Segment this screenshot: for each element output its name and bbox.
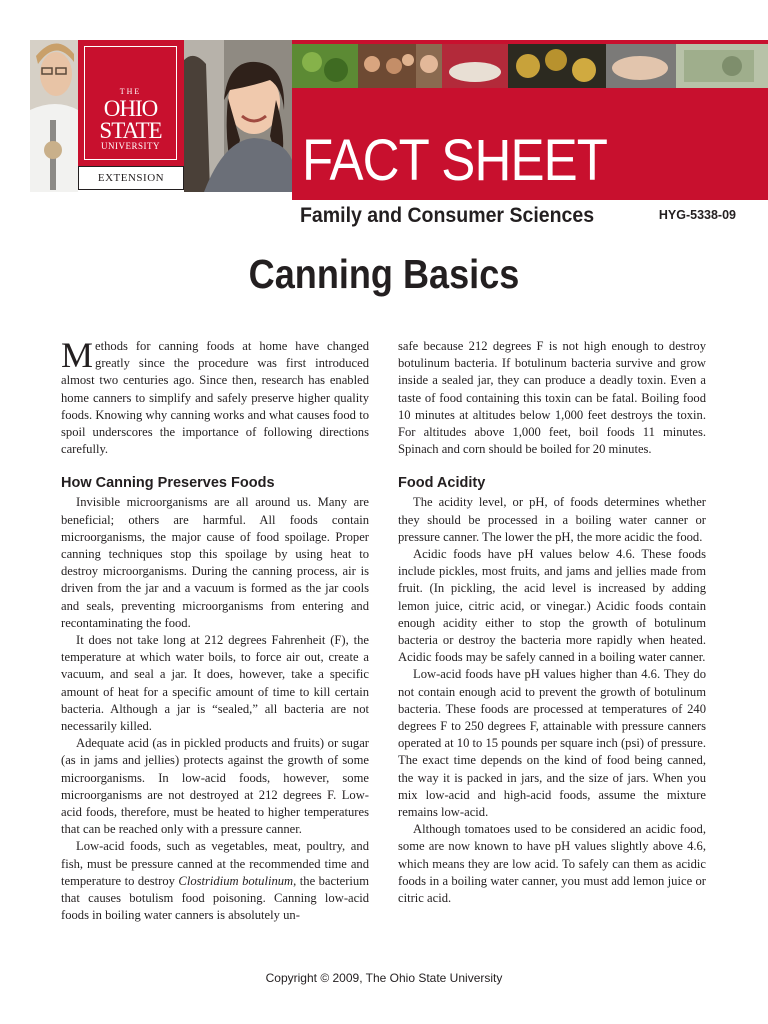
paragraph: Adequate acid (as in pickled products and fruits) or sugar (as in jams and jellies) protects against the growth of some microorganisms. In low-acid foods, however, some microorganisms are not destroyed at 212 degrees F. Low-acid foods, therefore, must be heated to higher temperatures that can be reached only with a pressure canner. [61,736,369,837]
logo-university: UNIVERSITY [101,141,160,151]
italic-term: Clostridium botulinum [178,873,294,888]
paragraph: The acidity level, or pH, of foods determines whether they should be processed in a boiling water canner or pressure canner. The lower the pH, the more acidic the food. [398,495,706,544]
paragraph: safe because 212 degrees F is not high enough to destroy botulinum bacteria. If botulinum bacteria survive and grow inside a sealed jar, they can produce a deadly toxin. Even a taste of food containing this toxin can be fatal. Boiling food 10 minutes at altitudes below 1,000 feet destroys the toxin. For altitudes above 1,000 feet, boil foods 11 minutes. Spinach and corn should be boiled for 20 minutes. [398,339,706,457]
section-heading-food-acidity: Food Acidity [398,475,486,492]
right-column [398,338,706,907]
page-title: Canning Basics [248,251,520,297]
paragraph: Low-acid foods have pH values higher than 4.6. They do not contain enough acid to prevent the growth of botulinum bacteria. These foods are processed at temperatures of 240 degrees F to 250 degrees F, attainable with pressure canners operated at 10 to 15 pounds per square inch (psi) of pressure. The exact time depends on the kind of food being canned, the way it is packed in jars, and the size of jars. When you mix low-acid and high-acid foods, assume the mixture remains low-acid. [398,667,706,820]
logo-ohio: OHIO [103,96,158,121]
woman-photo [184,40,292,192]
intro-paragraph [61,335,369,458]
text-run: , the bacterium that causes botulism food poisoning. Canning low-acid foods in boiling water canners is absolutely un- [61,873,369,923]
paragraph [61,838,369,924]
logo-frame [84,46,177,160]
fact-sheet-heading: FACT SHEET [302,128,608,193]
section-heading-how-canning: How Canning Preserves Foods [61,475,275,492]
logo-extension: EXTENSION [78,166,184,190]
document-code: HYG-5338-09 [658,208,736,222]
intro-text: ethods for canning foods at home have changed greatly since the procedure was first introduced almost two centuries ago. Since then, research has enabled home canners to simplify and safely preserve higher quality foods. Knowing why canning works and what causes food to spoil underscores the importance of following directions carefully. [61,339,369,457]
paragraph: Although tomatoes used to be considered an acidic food, some are now known to have pH values slightly above 4.6, which means they are low acid. To safely can them as acidic foods in a boiling water canner, you must add lemon juice or citric acid. [398,822,706,906]
logo-the: THE [119,87,142,96]
text-run: Low-acid foods, such as vegetables, meat, poultry, and fish, must be pressure canned at the recommended time and temperature to destroy [61,839,369,888]
photo-strip [292,44,768,88]
logo-state: STATE [99,118,162,143]
paragraph: It does not take long at 212 degrees Fahrenheit (F), the temperature at which water boils, to force air out, create a vacuum, and seal a jar. It does, however, take a specific amount of heat for a specific amount of time to kill certain bacteria. Although a jar is “sealed,” all bacteria are not necessarily killed. [61,633,369,734]
paragraph: Invisible microorganisms are all around us. Many are beneficial; others are harmful. All foods contain microorganisms, the major cause of food spoilage. Proper canning techniques stop this spoilage by using heat to destroy microorganisms. During the canning process, air is driven from the jar and a vacuum is formed as the jar cools and seals, preventing microorganisms from entering and recontaminating the food. [61,495,369,630]
osu-logo [78,40,184,166]
department-subtitle: Family and Consumer Sciences [300,204,595,227]
copyright-footer: Copyright © 2009, The Ohio State University [265,971,503,985]
left-column [61,335,369,925]
scientist-photo [30,40,78,192]
paragraph: Acidic foods have pH values below 4.6. These foods include pickles, most fruits, and jams and jellies made from fruit. (In pickling, the acid level is increased by adding lemon juice, citric acid, or vinegar.) Acidic foods contain enough acidity either to stop the growth of botulinum bacteria or destroy the bacteria more rapidly when heated. Acidic foods may be safely canned in a boiling water canner. [398,547,706,665]
drop-cap: M [61,335,94,375]
